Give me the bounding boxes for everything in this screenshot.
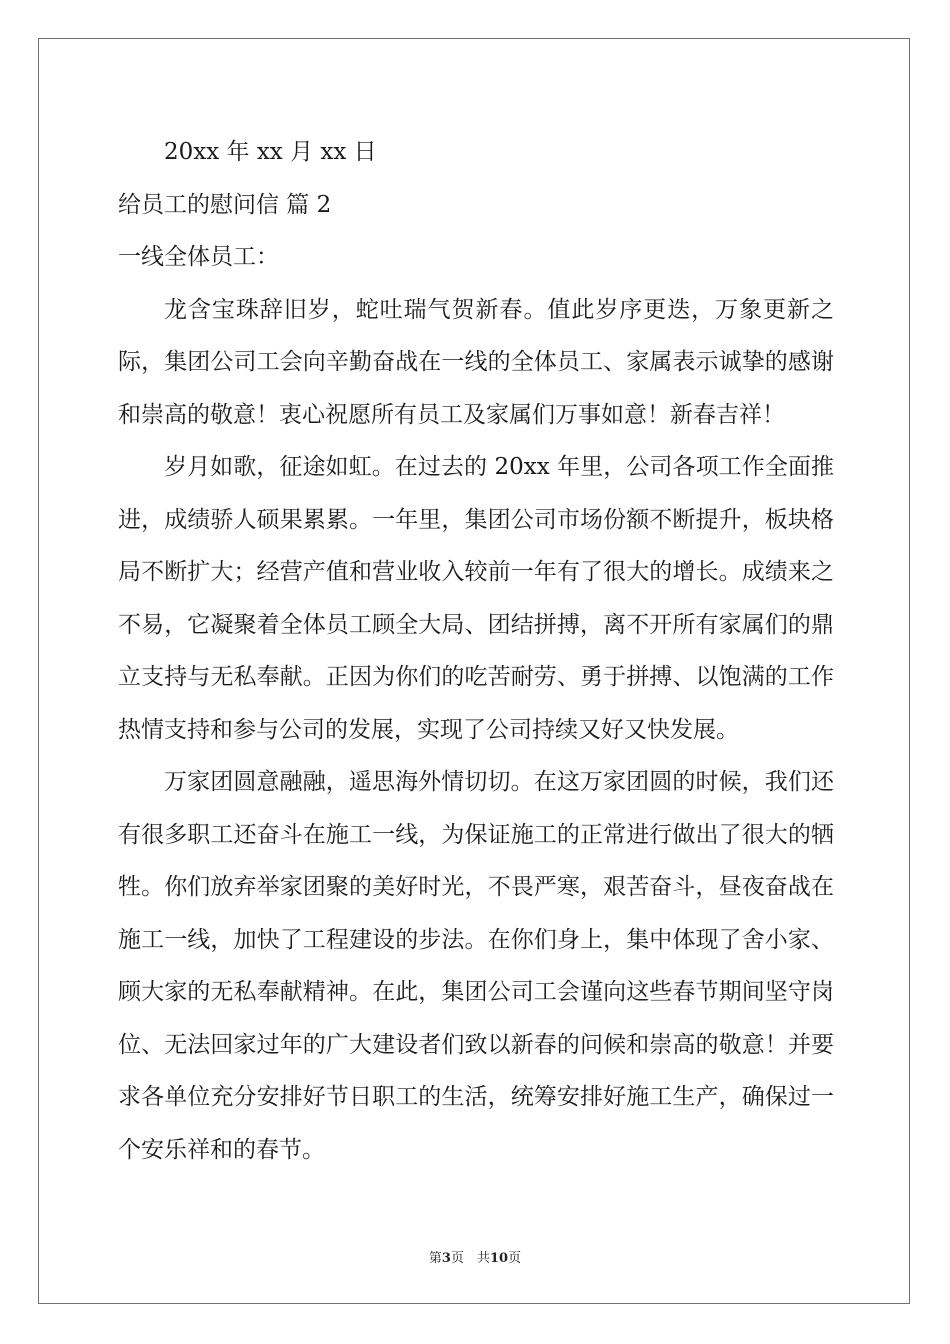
letter-body — [118, 126, 834, 1176]
paragraph-1: 龙含宝珠辞旧岁，蛇吐瑞气贺新春。值此岁序更迭，万象更新之际，集团公司工会向辛勤奋战在一线的全体员工、家属表示诚挚的感谢和崇高的敬意！衷心祝愿所有员工及家属们万事如意！新春吉祥！ — [118, 296, 834, 428]
page-prefix: 第 — [428, 1251, 442, 1266]
page-total-number: 10 — [489, 1251, 509, 1266]
paragraph-3: 万家团圆意融融，遥思海外情切切。在这万家团圆的时候，我们还有很多职工还奋斗在施工一线，为保证施工的正常进行做出了很大的牺牲。你们放弃举家团聚的美好时光，不畏严寒，艰苦奋斗，昼夜奋战在施工一线，加快了工程建设的步法。在你们身上，集中体现了舍小家、顾大家的无私奉献精神。在此，集团公司工会谨向这些春节期间坚守岗位、无法回家过年的广大建设者们致以新春的问候和崇高的敬意！并要求各单位充分安排好节日职工的生活，统筹安排好施工生产，确保过一个安乐祥和的春节。 — [118, 769, 834, 1163]
page-suffix: 页 — [508, 1251, 522, 1266]
letter-date: 20xx 年 xx 月 xx 日 — [164, 139, 377, 165]
page-footer — [0, 1247, 950, 1266]
letter-salutation: 一线全体员工： — [118, 244, 279, 270]
paragraph-2: 岁月如歌，征途如虹。在过去的 20xx 年里，公司各项工作全面推进，成绩骄人硕果累累。一年里，集团公司市场份额不断提升，板块格局不断扩大；经营产值和营业收入较前一年有了很大的增长。成绩来之不易，它凝聚着全体员工顾全大局、团结拼搏，离不开所有家属们的鼎立支持与无私奉献。正因为你们的吃苦耐劳、勇于拼搏、以饱满的工作热情支持和参与公司的发展，实现了公司持续又好又快发展。 — [118, 454, 834, 743]
page-mid-text: 页 共 — [450, 1251, 490, 1266]
page-current-number: 3 — [441, 1251, 451, 1266]
letter-heading: 给员工的慰问信 篇 2 — [118, 191, 332, 218]
